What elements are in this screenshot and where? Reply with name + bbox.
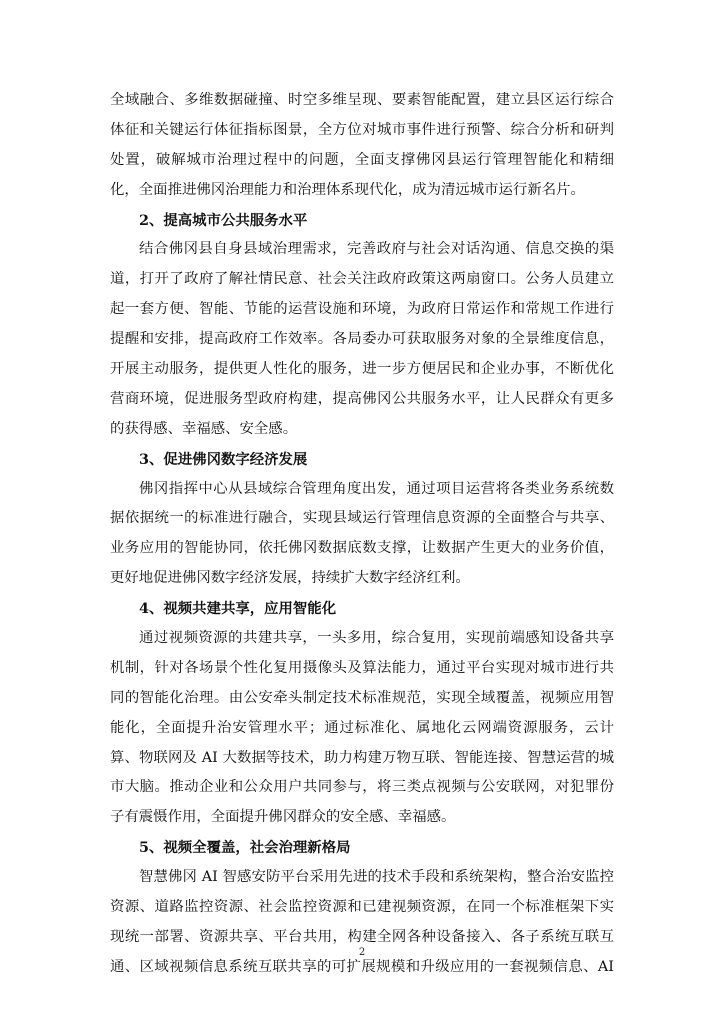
section-heading [110,594,614,624]
section-heading [110,833,614,863]
heading-text: 3、促进佛冈数字经济发展 [139,450,308,468]
paragraph-line: 的获得感、幸福感、安全感。 [110,420,298,437]
section-heading [110,445,614,475]
body-paragraph [110,235,614,444]
paragraph-line: 化，全面推进佛冈治理能力和治理体系现代化，成为清远城市运行新名片。 [110,181,585,198]
paragraph-line: 能化，全面提升治安管理水平；通过标准化、属地化云网端资源服务，云计 [110,719,614,736]
body-paragraph [110,863,614,983]
paragraph-line: 同的智能化治理。由公安牵头制定技术标准规范，实现全域覆盖，视频应用智 [110,689,614,706]
paragraph-line: 起一套方便、智能、节能的运营设施和环境，为政府日常运作和常规工作进行 [110,301,614,318]
paragraph-line: 全域融合、多维数据碰撞、时空多维呈现、要素智能配置，建立县区运行综合 [110,92,614,108]
paragraph-line: 市大脑。推动企业和公众用户共同参与，将三类点视频与公安联网，对犯罪份 [110,779,614,796]
paragraph-line: 算、物联网及 AI 大数据等技术，助力构建万物互联、智能连接、智慧运营的城 [110,749,614,766]
paragraph-line: 处置，破解城市治理过程中的问题，全面支撑佛冈县运行管理智能化和精细 [110,151,614,168]
body-paragraph [110,475,614,595]
paragraph-line: 开展主动服务，提供更人性化的服务，进一步方便居民和企业办事，不断优化 [110,361,614,378]
paragraph-line: 通、区域视频信息系统互联共享的可扩展规模和升级应用的一套视频信息、AI [110,958,614,975]
body-paragraph [110,624,614,833]
paragraph-line: 据依据统一的标准进行融合，实现县域运行管理信息资源的全面整合与共享、 [110,510,614,527]
page-number: 2 [358,947,366,958]
paragraph-line: 佛冈指挥中心从县域综合管理角度出发，通过项目运营将各类业务系统数 [139,480,614,497]
paragraph-line: 业务应用的智能协同，依托佛冈数据底数支撑，让数据产生更大的业务价值， [110,540,614,557]
heading-text: 4、视频共建共享，应用智能化 [139,600,337,618]
paragraph-line: 结合佛冈县自身县域治理需求，完善政府与社会对话沟通、信息交换的渠 [139,241,614,258]
paragraph-line: 资源、道路监控资源、社会监控资源和已建视频资源，在同一个标准框架下实 [110,899,614,916]
paragraph-line: 智慧佛冈 AI 智感安防平台采用先进的技术手段和系统架构，整合治安监控 [139,869,614,886]
paragraph-line: 子有震慑作用，全面提升佛冈群众的安全感、幸福感。 [110,809,456,826]
paragraph-line: 通过视频资源的共建共享，一头多用，综合复用，实现前端感知设备共享 [139,630,614,647]
heading-text: 5、视频全覆盖，社会治理新格局 [139,839,351,857]
paragraph-line: 体征和关键运行体征指标图景，全方位对城市事件进行预警、综合分析和研判 [110,121,614,138]
section-heading [110,206,614,236]
paragraph-line: 更好地促进佛冈数字经济发展，持续扩大数字经济红利。 [110,570,470,587]
document-body [110,86,614,983]
paragraph-line: 营商环境，促进服务型政府构建，提高佛冈公共服务水平，让人民群众有更多 [110,390,614,407]
body-paragraph [110,86,614,206]
paragraph-line: 现统一部署、资源共享、平台共用，构建全网各种设备接入、各子系统互联互 [110,928,614,945]
heading-text: 2、提高城市公共服务水平 [139,211,308,229]
paragraph-line: 道，打开了政府了解社情民意、社会关注政府政策这两扇窗口。公务人员建立 [110,271,614,288]
paragraph-line: 机制，针对各场景个性化复用摄像头及算法能力，通过平台实现对城市进行共 [110,659,614,676]
paragraph-line: 提醒和安排，提高政府工作效率。各局委办可获取服务对象的全景维度信息， [110,331,614,348]
